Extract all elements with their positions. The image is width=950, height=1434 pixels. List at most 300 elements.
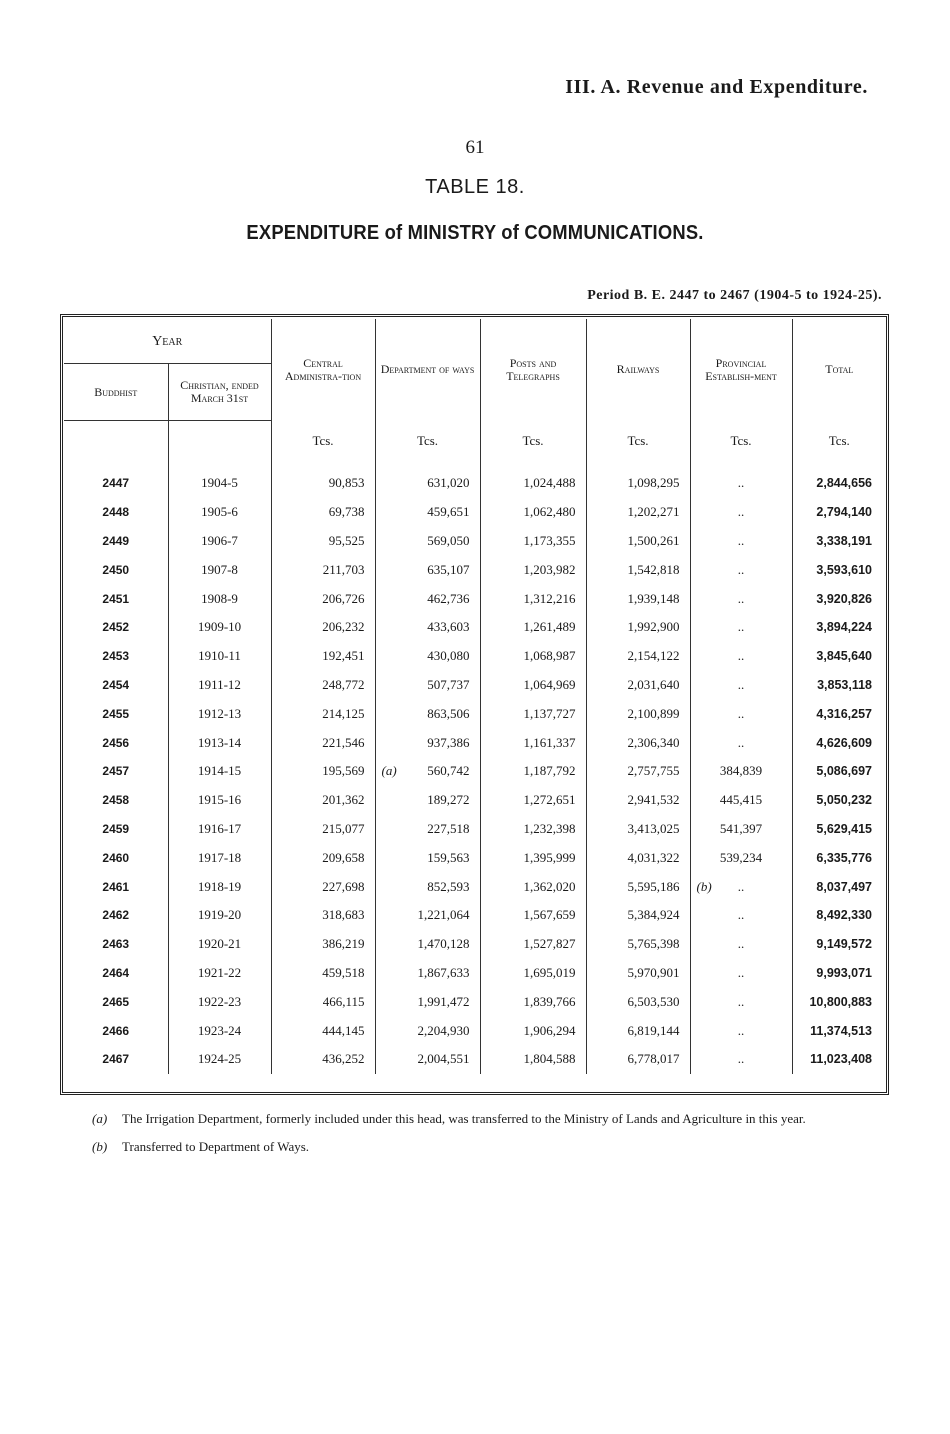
table-row <box>64 469 886 498</box>
ways-cell <box>375 584 480 613</box>
ways-cell <box>375 469 480 498</box>
central-cell <box>271 1045 375 1074</box>
unit-label: Tcs. <box>271 421 375 470</box>
table-label: TABLE 18. <box>425 176 525 198</box>
provincial-cell-value: .. <box>737 619 745 635</box>
posts-cell-value: 1,024,488 <box>523 475 576 491</box>
buddhist-year-cell-value: 2456 <box>102 735 130 750</box>
provincial-cell <box>690 671 792 700</box>
col-posts-header: Posts and Telegraphs <box>480 319 586 421</box>
christian-year-cell-value: 1924-25 <box>197 1051 242 1067</box>
central-cell <box>271 987 375 1016</box>
buddhist-year-cell <box>64 613 168 642</box>
table-row <box>64 757 886 786</box>
christian-year-cell-value: 1906-7 <box>201 532 238 548</box>
buddhist-year-cell <box>64 642 168 671</box>
provincial-cell-value: .. <box>737 878 745 894</box>
total-cell-value: 3,920,826 <box>816 591 872 606</box>
buddhist-year-cell <box>64 469 168 498</box>
footnote-text: Transferred to Department of Ways. <box>122 1139 310 1154</box>
buddhist-year-cell-value: 2452 <box>102 620 130 635</box>
table-row <box>64 555 886 584</box>
posts-cell <box>480 699 586 728</box>
table-row <box>64 728 886 757</box>
christian-year-cell-value: 1912-13 <box>197 705 242 721</box>
posts-cell <box>480 843 586 872</box>
central-cell-value: 227,698 <box>322 878 365 894</box>
railways-cell-value: 1,542,818 <box>627 561 680 577</box>
central-cell-value: 90,853 <box>328 475 365 491</box>
provincial-cell-value: .. <box>737 1022 745 1038</box>
buddhist-year-cell <box>64 901 168 930</box>
ways-cell-value: 635,107 <box>427 561 470 577</box>
total-cell <box>792 728 886 757</box>
posts-cell-value: 1,804,588 <box>523 1051 576 1067</box>
table-row <box>64 815 886 844</box>
col-ways-header: Department of ways <box>375 319 480 421</box>
total-cell-value: 6,335,776 <box>816 850 872 865</box>
posts-cell <box>480 815 586 844</box>
total-cell-value: 10,800,883 <box>809 994 872 1009</box>
railways-cell-value: 5,765,398 <box>627 936 680 952</box>
christian-year-cell-value: 1923-24 <box>197 1022 242 1038</box>
ways-cell <box>375 959 480 988</box>
buddhist-year-cell <box>64 728 168 757</box>
buddhist-year-cell <box>64 959 168 988</box>
christian-year-cell <box>168 498 271 527</box>
provincial-cell-value: .. <box>737 676 745 692</box>
christian-year-cell-value: 1913-14 <box>197 734 242 750</box>
total-cell <box>792 843 886 872</box>
buddhist-year-cell <box>64 527 168 556</box>
christian-year-cell <box>168 642 271 671</box>
ways-cell-value: 569,050 <box>427 532 470 548</box>
total-cell-value: 3,593,610 <box>816 562 872 577</box>
posts-cell-value: 1,203,982 <box>523 561 576 577</box>
provincial-cell-value: .. <box>737 1051 745 1067</box>
railways-cell-value: 3,413,025 <box>627 820 680 836</box>
central-cell <box>271 728 375 757</box>
total-cell <box>792 469 886 498</box>
total-cell <box>792 699 886 728</box>
buddhist-year-cell <box>64 786 168 815</box>
railways-cell-value: 1,939,148 <box>627 590 680 606</box>
posts-cell <box>480 498 586 527</box>
provincial-cell-value: 541,397 <box>719 820 763 836</box>
buddhist-year-cell <box>64 671 168 700</box>
col-provincial-header: Provincial Establish-ment <box>690 319 792 421</box>
table-row <box>64 642 886 671</box>
total-cell-value: 11,374,513 <box>810 1023 872 1038</box>
posts-cell <box>480 555 586 584</box>
provincial-cell <box>690 987 792 1016</box>
posts-cell <box>480 930 586 959</box>
table-row <box>64 584 886 613</box>
provincial-cell <box>690 843 792 872</box>
central-cell <box>271 699 375 728</box>
buddhist-year-cell <box>64 757 168 786</box>
provincial-cell <box>690 901 792 930</box>
table-row <box>64 527 886 556</box>
central-cell-value: 206,232 <box>322 619 365 635</box>
col-buddhist-header: Buddhist <box>64 364 168 421</box>
central-cell <box>271 555 375 584</box>
buddhist-year-cell <box>64 1016 168 1045</box>
total-cell <box>792 872 886 901</box>
posts-cell <box>480 613 586 642</box>
ways-cell-value: 937,386 <box>427 734 470 750</box>
christian-year-cell <box>168 555 271 584</box>
posts-cell-value: 1,173,355 <box>523 532 576 548</box>
provincial-cell <box>690 872 792 901</box>
christian-year-cell <box>168 872 271 901</box>
central-cell <box>271 1016 375 1045</box>
ways-cell <box>375 815 480 844</box>
buddhist-year-cell <box>64 498 168 527</box>
buddhist-year-cell-value: 2464 <box>102 965 130 980</box>
ways-cell-value: 631,020 <box>427 475 470 491</box>
ways-cell-value: 189,272 <box>427 792 470 808</box>
total-cell <box>792 1045 886 1074</box>
ways-cell <box>375 527 480 556</box>
christian-year-cell <box>168 901 271 930</box>
posts-cell-value: 1,527,827 <box>523 936 576 952</box>
total-cell-value: 3,853,118 <box>817 677 872 692</box>
buddhist-year-cell-value: 2466 <box>102 1023 130 1038</box>
expenditure-table <box>64 319 886 1074</box>
christian-year-cell <box>168 613 271 642</box>
railways-cell <box>586 642 690 671</box>
posts-cell <box>480 786 586 815</box>
buddhist-year-cell <box>64 699 168 728</box>
christian-year-cell <box>168 699 271 728</box>
ways-cell-value: 2,204,930 <box>417 1022 470 1038</box>
ways-cell-value: 433,603 <box>427 619 470 635</box>
christian-year-cell-value: 1921-22 <box>197 964 242 980</box>
total-cell-value: 2,794,140 <box>816 505 872 520</box>
posts-cell <box>480 901 586 930</box>
railways-cell <box>586 469 690 498</box>
railways-cell <box>586 584 690 613</box>
provincial-cell <box>690 757 792 786</box>
christian-year-cell <box>168 584 271 613</box>
ways-cell <box>375 1045 480 1074</box>
railways-cell-value: 2,100,899 <box>627 705 680 721</box>
buddhist-year-cell-value: 2463 <box>102 937 130 952</box>
posts-cell-value: 1,312,216 <box>523 590 576 606</box>
central-cell <box>271 930 375 959</box>
central-cell <box>271 469 375 498</box>
unit-label: Tcs. <box>480 421 586 470</box>
provincial-cell-value: .. <box>737 504 745 520</box>
col-railways-header: Railways <box>586 319 690 421</box>
christian-year-cell <box>168 930 271 959</box>
ways-cell-value: 1,221,064 <box>417 907 470 923</box>
total-cell <box>792 1016 886 1045</box>
ways-cell-value: 462,736 <box>427 590 470 606</box>
central-cell-value: 215,077 <box>322 820 365 836</box>
buddhist-year-cell-value: 2447 <box>102 476 130 491</box>
provincial-cell-value: .. <box>737 936 745 952</box>
railways-cell <box>586 987 690 1016</box>
total-cell <box>792 584 886 613</box>
central-cell <box>271 815 375 844</box>
table-row <box>64 613 886 642</box>
central-cell-value: 209,658 <box>322 849 365 865</box>
table-row <box>64 987 886 1016</box>
total-cell-value: 4,626,609 <box>816 735 872 750</box>
posts-cell-value: 1,161,337 <box>523 734 576 750</box>
central-cell-value: 386,219 <box>322 936 365 952</box>
railways-cell <box>586 901 690 930</box>
christian-year-cell-value: 1904-5 <box>201 475 238 491</box>
provincial-cell <box>690 469 792 498</box>
buddhist-year-cell-value: 2458 <box>102 793 130 808</box>
footnote-mark: (b) <box>92 1139 108 1154</box>
buddhist-year-cell-value: 2451 <box>102 591 130 606</box>
christian-year-cell-value: 1916-17 <box>197 820 242 836</box>
posts-cell-value: 1,068,987 <box>523 648 576 664</box>
ways-cell-value: 430,080 <box>427 648 470 664</box>
buddhist-year-cell <box>64 584 168 613</box>
table-row <box>64 786 886 815</box>
table-row <box>64 498 886 527</box>
total-cell-value: 2,844,656 <box>816 476 872 491</box>
posts-cell-value: 1,567,659 <box>523 907 576 923</box>
central-cell-value: 214,125 <box>322 705 365 721</box>
buddhist-year-cell <box>64 815 168 844</box>
provincial-cell-value: .. <box>737 475 745 491</box>
christian-year-cell <box>168 843 271 872</box>
posts-cell-value: 1,906,294 <box>523 1022 576 1038</box>
posts-cell <box>480 1016 586 1045</box>
table-body <box>64 421 886 1074</box>
central-cell <box>271 671 375 700</box>
total-cell <box>792 527 886 556</box>
ways-cell-value: 459,651 <box>427 504 470 520</box>
total-cell <box>792 815 886 844</box>
period-note: Period B. E. 2447 to 2467 (1904-5 to 1924-25). <box>587 288 882 303</box>
christian-year-cell-value: 1918-19 <box>197 878 242 894</box>
ways-cell <box>375 642 480 671</box>
christian-year-cell-value: 1922-23 <box>197 993 242 1009</box>
footnotes <box>92 1108 882 1164</box>
central-cell <box>271 901 375 930</box>
provincial-cell <box>690 642 792 671</box>
provincial-cell-value: .. <box>737 532 745 548</box>
ways-cell-value: 159,563 <box>427 849 470 865</box>
ways-cell <box>375 671 480 700</box>
footnote-ref: (a) <box>381 763 397 779</box>
central-cell-value: 69,738 <box>328 504 365 520</box>
railways-cell-value: 1,202,271 <box>627 504 680 520</box>
provincial-cell <box>690 930 792 959</box>
central-cell-value: 195,569 <box>322 763 365 779</box>
total-cell-value: 8,037,497 <box>816 879 872 894</box>
provincial-cell <box>690 1045 792 1074</box>
total-cell <box>792 930 886 959</box>
posts-cell-value: 1,137,727 <box>523 705 576 721</box>
railways-cell <box>586 959 690 988</box>
posts-cell <box>480 959 586 988</box>
provincial-cell-value: .. <box>737 648 745 664</box>
posts-cell-value: 1,272,651 <box>523 792 576 808</box>
table-title: EXPENDITURE of MINISTRY of COMMUNICATIONS. <box>246 222 704 244</box>
ways-cell <box>375 901 480 930</box>
buddhist-year-cell-value: 2453 <box>102 649 130 664</box>
buddhist-year-cell-value: 2462 <box>102 908 130 923</box>
railways-cell <box>586 786 690 815</box>
railways-cell-value: 5,595,186 <box>627 878 680 894</box>
unit-label: Tcs. <box>792 421 886 470</box>
provincial-cell <box>690 584 792 613</box>
provincial-cell <box>690 498 792 527</box>
provincial-cell <box>690 1016 792 1045</box>
railways-cell <box>586 613 690 642</box>
central-cell <box>271 613 375 642</box>
christian-year-cell-value: 1908-9 <box>201 590 238 606</box>
ways-cell <box>375 757 480 786</box>
central-cell <box>271 843 375 872</box>
posts-cell <box>480 527 586 556</box>
posts-cell <box>480 872 586 901</box>
provincial-cell-value: .. <box>737 964 745 980</box>
posts-cell <box>480 1045 586 1074</box>
railways-cell <box>586 498 690 527</box>
central-cell-value: 459,518 <box>322 964 365 980</box>
total-cell-value: 9,149,572 <box>816 937 872 952</box>
christian-year-cell <box>168 1016 271 1045</box>
buddhist-year-cell-value: 2461 <box>102 879 130 894</box>
posts-cell-value: 1,232,398 <box>523 820 576 836</box>
central-cell <box>271 584 375 613</box>
provincial-cell <box>690 815 792 844</box>
buddhist-year-cell-value: 2455 <box>102 706 130 721</box>
ways-cell-value: 560,742 <box>427 763 470 779</box>
total-cell-value: 8,492,330 <box>816 908 872 923</box>
railways-cell-value: 6,778,017 <box>627 1051 680 1067</box>
railways-cell-value: 2,154,122 <box>627 648 680 664</box>
posts-cell <box>480 469 586 498</box>
total-cell <box>792 613 886 642</box>
provincial-cell-value: .. <box>737 705 745 721</box>
buddhist-year-cell <box>64 1045 168 1074</box>
total-cell-value: 3,845,640 <box>816 649 872 664</box>
central-cell-value: 436,252 <box>322 1051 365 1067</box>
table-row <box>64 872 886 901</box>
posts-cell-value: 1,261,489 <box>523 619 576 635</box>
footnote-mark: (a) <box>92 1111 108 1126</box>
central-cell <box>271 527 375 556</box>
provincial-cell <box>690 728 792 757</box>
provincial-cell-value: .. <box>737 734 745 750</box>
central-cell-value: 206,726 <box>322 590 365 606</box>
table-row <box>64 959 886 988</box>
christian-year-cell <box>168 527 271 556</box>
christian-year-cell-value: 1915-16 <box>197 792 242 808</box>
ways-cell <box>375 1016 480 1045</box>
ways-cell <box>375 786 480 815</box>
railways-cell-value: 5,384,924 <box>627 907 680 923</box>
total-cell <box>792 671 886 700</box>
christian-year-cell <box>168 815 271 844</box>
footnote <box>92 1136 882 1158</box>
footnote-ref: (b) <box>696 878 712 894</box>
footnote-text: The Irrigation Department, formerly included under this head, was transferred to the Ministry of Lands and Agriculture in this year. <box>122 1111 806 1126</box>
provincial-cell <box>690 613 792 642</box>
christian-year-cell-value: 1919-20 <box>197 907 242 923</box>
buddhist-year-cell-value: 2454 <box>102 677 130 692</box>
section-title: III. A. Revenue and Expenditure. <box>565 76 868 98</box>
unit-label: Tcs. <box>586 421 690 470</box>
railways-cell-value: 1,992,900 <box>627 619 680 635</box>
footnote <box>92 1108 882 1130</box>
total-cell-value: 11,023,408 <box>810 1052 872 1067</box>
provincial-cell <box>690 527 792 556</box>
total-cell-value: 3,894,224 <box>816 620 872 635</box>
buddhist-year-cell-value: 2465 <box>102 994 130 1009</box>
ways-cell-value: 2,004,551 <box>417 1051 470 1067</box>
table-row <box>64 901 886 930</box>
provincial-cell <box>690 959 792 988</box>
posts-cell-value: 1,062,480 <box>523 504 576 520</box>
railways-cell-value: 6,503,530 <box>627 993 680 1009</box>
table-row <box>64 1045 886 1074</box>
railways-cell-value: 2,757,755 <box>627 763 680 779</box>
ways-cell-value: 852,593 <box>427 878 470 894</box>
total-cell-value: 9,993,071 <box>816 965 872 980</box>
total-cell <box>792 757 886 786</box>
christian-year-cell-value: 1910-11 <box>198 648 241 664</box>
central-cell-value: 211,703 <box>322 561 365 577</box>
railways-cell-value: 1,500,261 <box>627 532 680 548</box>
buddhist-year-cell <box>64 872 168 901</box>
christian-year-cell-value: 1914-15 <box>197 763 242 779</box>
ways-cell <box>375 872 480 901</box>
posts-cell-value: 1,064,969 <box>523 676 576 692</box>
railways-cell-value: 2,941,532 <box>627 792 680 808</box>
total-cell-value: 5,629,415 <box>816 821 872 836</box>
total-cell <box>792 786 886 815</box>
ways-cell-value: 1,991,472 <box>417 993 470 1009</box>
railways-cell-value: 6,819,144 <box>627 1022 680 1038</box>
central-cell <box>271 642 375 671</box>
christian-year-cell <box>168 757 271 786</box>
railways-cell-value: 4,031,322 <box>627 849 680 865</box>
railways-cell <box>586 671 690 700</box>
christian-year-cell <box>168 1045 271 1074</box>
total-cell <box>792 555 886 584</box>
christian-year-cell <box>168 786 271 815</box>
railways-cell-value: 1,098,295 <box>627 475 680 491</box>
railways-cell <box>586 872 690 901</box>
total-cell-value: 4,316,257 <box>816 706 872 721</box>
railways-cell <box>586 728 690 757</box>
table-row <box>64 930 886 959</box>
buddhist-year-cell-value: 2457 <box>102 764 130 779</box>
ways-cell <box>375 728 480 757</box>
railways-cell <box>586 527 690 556</box>
buddhist-year-cell-value: 2460 <box>102 850 130 865</box>
total-cell <box>792 987 886 1016</box>
total-cell-value: 3,338,191 <box>816 533 872 548</box>
total-cell <box>792 498 886 527</box>
provincial-cell <box>690 555 792 584</box>
railways-cell <box>586 555 690 584</box>
total-cell <box>792 642 886 671</box>
railways-cell <box>586 1045 690 1074</box>
railways-cell <box>586 843 690 872</box>
